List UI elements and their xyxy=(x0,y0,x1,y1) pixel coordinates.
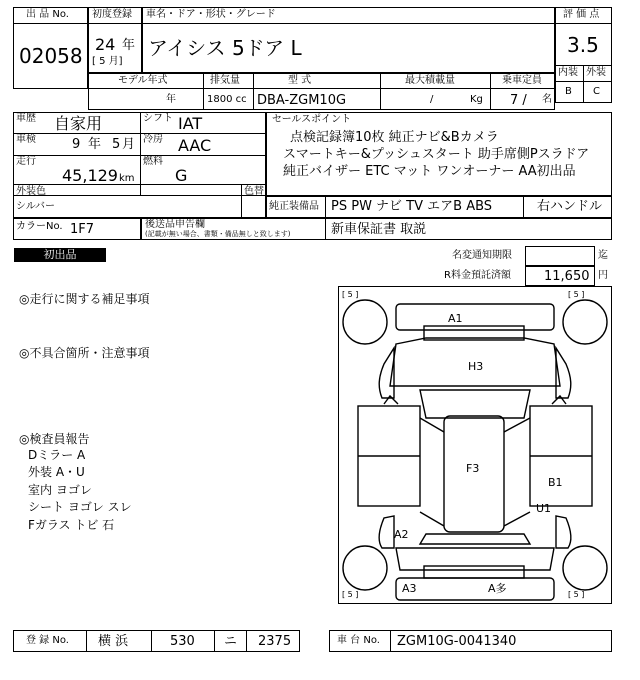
inspector-line: 外装 A・U xyxy=(28,465,85,479)
inspector-line: Fガラス トビ 石 xyxy=(28,518,115,532)
tire-rear-right: [ 5 ] xyxy=(568,590,585,599)
inspection-month: 5 xyxy=(112,137,121,152)
car-damage-diagram xyxy=(338,286,612,604)
defects-title: ◎不具合箇所・注意事項 xyxy=(19,346,150,360)
damage-mark: F3 xyxy=(466,462,480,475)
damage-mark: U1 xyxy=(536,502,552,515)
mileage-value: 45,129 xyxy=(62,166,118,185)
driving-remarks-title: ◎走行に関する補足事項 xyxy=(19,292,150,306)
color-number-label: カラーNo. xyxy=(16,221,63,232)
damage-mark: A多 xyxy=(488,582,507,595)
lot-number: 02058 xyxy=(19,44,83,68)
tire-rear-left: [ 5 ] xyxy=(342,590,359,599)
model-type-label: 型 式 xyxy=(288,75,312,86)
sales-points-label: セールスポイント xyxy=(272,114,352,125)
chassis-number: ZGM10G-0041340 xyxy=(397,634,517,649)
registration-class: 530 xyxy=(170,634,195,649)
notice-deadline-label: 名変通知期限 xyxy=(452,250,512,261)
capacity-label: 乗車定員 xyxy=(502,75,542,86)
inspection-month-unit: 月 xyxy=(122,137,136,152)
inspection-label: 車検 xyxy=(16,134,36,145)
documents-label: 後送品申告欄 xyxy=(145,219,205,230)
steering-value: 右ハンドル xyxy=(537,199,603,214)
inspector-report-title: ◎検査員報告 xyxy=(19,432,90,446)
displacement-value: 1800 cc xyxy=(207,94,247,105)
score-label: 評 価 点 xyxy=(563,9,600,20)
first-registration-month: [ 5 月] xyxy=(92,56,123,67)
displacement-label: 排気量 xyxy=(210,75,240,86)
shift-label: シフト xyxy=(143,113,173,124)
car-name-label: 車名・ドア・形状・グレード xyxy=(146,9,276,20)
exterior-color-value: シルバー xyxy=(16,201,56,212)
registration-number: 2375 xyxy=(258,634,292,649)
registration-city: 横 浜 xyxy=(98,634,129,649)
documents-note: (記載が無い場合、書類・備品無しと致します) xyxy=(145,230,291,238)
sales-point-line: スマートキー&プッシュスタート 助手席側Pスラドア xyxy=(283,147,590,162)
exterior-color-label: 外装色 xyxy=(16,186,46,197)
notice-deadline-field xyxy=(525,246,595,266)
fuel-label: 燃料 xyxy=(143,156,163,167)
exterior-grade: C xyxy=(593,86,600,97)
inspector-line: Dミラー A xyxy=(28,448,86,462)
max-load-separator: / xyxy=(430,94,434,105)
mileage-label: 走行 xyxy=(16,156,36,167)
interior-label: 内装 xyxy=(558,67,578,78)
year-unit: 年 xyxy=(122,38,136,53)
inspection-year: 9 xyxy=(72,137,81,152)
shift-value: IAT xyxy=(178,114,203,133)
damage-mark: B1 xyxy=(548,476,563,489)
ac-label: 冷房 xyxy=(143,134,163,145)
inspector-line: シート ヨゴレ スレ xyxy=(28,500,132,514)
lot-number-label: 出 品 No. xyxy=(26,9,69,20)
damage-mark: H3 xyxy=(468,360,484,373)
equipment-label: 純正装備品 xyxy=(269,201,319,212)
tire-front-left: [ 5 ] xyxy=(342,290,359,299)
first-registration-year: 24 xyxy=(95,35,116,54)
tire-front-right: [ 5 ] xyxy=(568,290,585,299)
model-type-value: DBA-ZGM10G xyxy=(257,93,347,108)
first-listing-badge: 初出品 xyxy=(14,248,106,262)
inspection-year-unit: 年 xyxy=(88,137,102,152)
exterior-label: 外装 xyxy=(586,67,606,78)
recycle-fee-label: R料金預託済額 xyxy=(444,270,511,281)
model-year-label: モデル年式 xyxy=(118,75,168,86)
history-value: 自家用 xyxy=(54,114,103,133)
history-label: 車歴 xyxy=(16,113,36,124)
mileage-unit: km xyxy=(119,173,135,184)
color-change-label: 色替 xyxy=(244,186,264,197)
first-registration-label: 初度登録 xyxy=(92,9,132,20)
capacity-unit: 名 xyxy=(542,94,552,105)
score-value: 3.5 xyxy=(567,33,599,57)
registration-kana: ニ xyxy=(224,634,238,649)
chassis-label: 車 台 No. xyxy=(337,635,380,646)
damage-mark: A1 xyxy=(448,312,463,325)
car-name: アイシス 5ドア L xyxy=(148,36,302,60)
ac-value: AAC xyxy=(178,136,212,155)
capacity-value: 7 / xyxy=(510,93,527,108)
equipment-value: PS PW ナビ TV エアB ABS xyxy=(331,199,493,214)
model-year-unit: 年 xyxy=(166,94,176,105)
recycle-fee-unit: 円 xyxy=(598,270,608,281)
max-load-unit: Kg xyxy=(470,94,483,105)
fuel-value: G xyxy=(175,166,188,185)
interior-grade: B xyxy=(565,86,572,97)
damage-mark: A3 xyxy=(402,582,417,595)
recycle-fee-value: 11,650 xyxy=(544,269,590,284)
notice-deadline-unit: 迄 xyxy=(598,250,608,261)
max-load-label: 最大積載量 xyxy=(405,75,455,86)
damage-mark: A2 xyxy=(394,528,409,541)
documents-value: 新車保証書 取説 xyxy=(331,222,427,237)
color-number-value: 1F7 xyxy=(70,222,95,237)
registration-label: 登 録 No. xyxy=(26,635,69,646)
sales-point-line: 点検記録簿10枚 純正ナビ&Bカメラ xyxy=(290,130,499,145)
sales-point-line: 純正バイザー ETC マット ワンオーナー AA初出品 xyxy=(283,164,576,179)
inspector-line: 室内 ヨゴレ xyxy=(28,483,92,497)
